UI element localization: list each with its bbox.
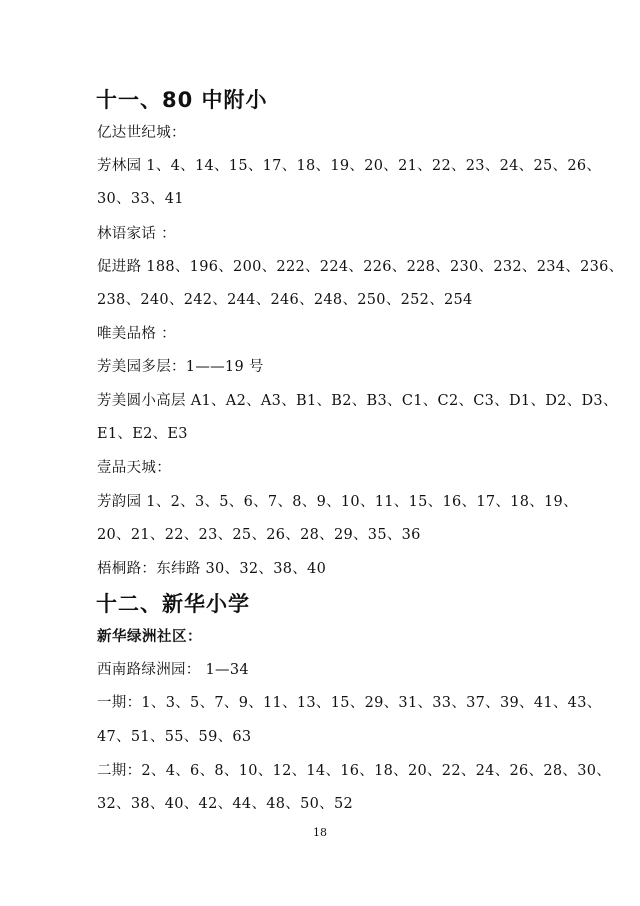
text-line: 20、21、22、23、25、26、28、29、35、36 [97, 527, 421, 543]
text-line: 唯美品格 ： [97, 326, 176, 342]
text-line: 促进路 188、196、200、222、224、226、228、230、232、234、236、 [97, 259, 624, 275]
text-line: 壹品天城： [97, 460, 171, 476]
section-heading-12: 十二、新华小学 [96, 592, 250, 616]
text-line: 西南路绿洲园： 1—34 [97, 662, 249, 678]
text-line: 芳韵园 1、2、3、5、6、7、8、9、10、11、15、16、17、18、19、 [97, 494, 578, 510]
text-line: 30、33、41 [97, 191, 184, 207]
text-line: 32、38、40、42、44、48、50、52 [97, 796, 354, 812]
text-line: 一期：1、3、5、7、9、11、13、15、29、31、33、37、39、41、43、 [97, 695, 602, 711]
text-line: 47、51、55、59、63 [97, 729, 252, 745]
text-line: 芳美圆小高层 A1、A2、A3、B1、B2、B3、C1、C2、C3、D1、D2、D3、 [97, 393, 618, 409]
text-line: 梧桐路：东纬路 30、32、38、40 [97, 561, 327, 577]
section-heading-11: 十一、80 中附小 [96, 88, 268, 112]
text-line: E1、E2、E3 [97, 426, 188, 442]
text-line: 238、240、242、244、246、248、250、252、254 [97, 292, 473, 308]
text-line: 芳林园 1、4、14、15、17、18、19、20、21、22、23、24、25、26、 [97, 158, 602, 174]
text-line: 亿达世纪城： [97, 125, 186, 141]
section-subheading: 新华绿洲社区： [97, 629, 202, 645]
text-line: 芳美园多层：1——19 号 [97, 359, 264, 375]
text-line: 林语家话 ： [97, 226, 176, 242]
page-number: 18 [313, 826, 327, 839]
text-line: 二期：2、4、6、8、10、12、14、16、18、20、22、24、26、28、30、 [97, 763, 612, 779]
